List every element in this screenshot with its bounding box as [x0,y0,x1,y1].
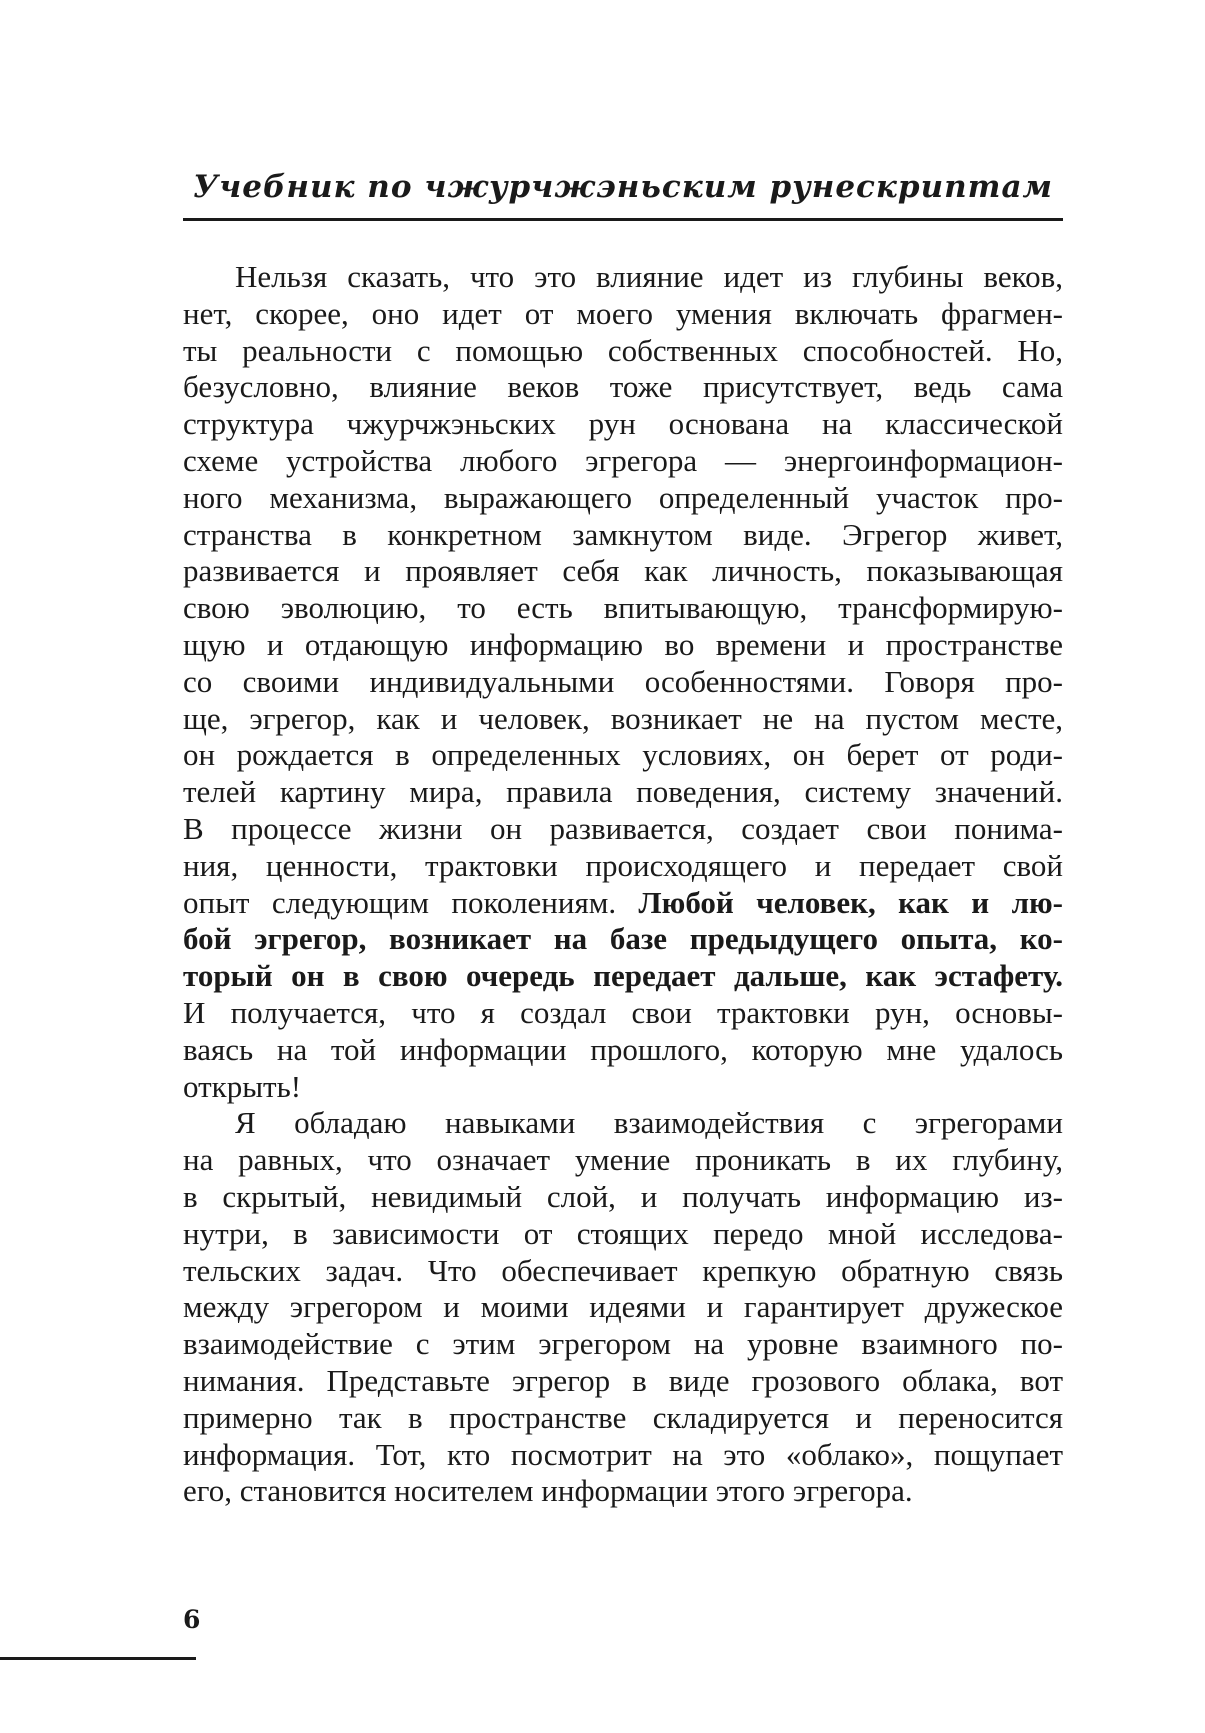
text-line [183,1105,1063,1142]
text-run: его, становится носителем информации этого эгрегора. [183,1473,913,1509]
text-run: ты реальности с помощью собственных способностей. Но, [183,332,1063,368]
text-line [183,737,1063,774]
text-line [183,443,1063,480]
text-line [183,995,1063,1032]
text-line [183,1142,1063,1179]
text-line [183,701,1063,738]
text-line [183,958,1063,995]
text-run: нимания. Представьте эгрегор в виде грозового облака, вот [183,1362,1063,1398]
text-line [183,848,1063,885]
text-line [183,590,1063,627]
text-line [183,1473,1063,1510]
text-run: свою эволюцию, то есть впитывающую, трансформирую- [183,590,1063,626]
text-line [183,811,1063,848]
text-run: со своими индивидуальными особенностями. Говоря про- [183,663,1063,699]
text-line [183,1289,1063,1326]
text-line [183,1179,1063,1216]
text-run: структура чжурчжэньских рун основана на классической [183,406,1063,442]
text-run: развивается и проявляет себя как личность, показывающая [183,553,1063,589]
text-run: странства в конкретном замкнутом виде. Эгрегор живет, [183,516,1063,552]
text-run: В процессе жизни он развивается, создает свои понима- [183,810,1063,846]
header-rule [183,218,1063,221]
text-line [183,1069,1063,1106]
body-text [183,259,1063,1510]
text-run: между эгрегором и моими идеями и гарантирует дружеское [183,1289,1063,1325]
text-run: Я обладаю навыками взаимодействия с эгрегорами [235,1105,1063,1141]
text-run: телей картину мира, правила поведения, систему значений. [183,774,1063,810]
text-line [183,1253,1063,1290]
text-line [183,480,1063,517]
text-line [183,406,1063,443]
text-run: открыть! [183,1068,302,1104]
text-line [183,627,1063,664]
text-line [183,1032,1063,1069]
bold-text-run: торый он в свою очередь передает дальше, как эстафету. [183,958,1063,994]
text-line [183,333,1063,370]
text-run: безусловно, влияние веков тоже присутствует, ведь сама [183,369,1063,405]
text-run: ного механизма, выражающего определенный участок про- [183,479,1063,515]
text-run: И получается, что я создал свои трактовки рун, основы- [183,994,1063,1030]
text-run: в скрытый, невидимый слой, и получать информацию из- [183,1178,1063,1214]
footer-rule [0,1657,196,1660]
bold-text-run: Любой человек, как и лю- [638,884,1063,920]
text-run: тельских задач. Что обеспечивает крепкую обратную связь [183,1252,1063,1288]
text-run: ваясь на той информации прошлого, которую мне удалось [183,1031,1063,1067]
text-line [183,1437,1063,1474]
text-line [183,369,1063,406]
text-run: нутри, в зависимости от стоящих передо мной исследова- [183,1215,1063,1251]
text-line [183,517,1063,554]
text-run: опыт следующим поколениям. [183,884,639,920]
text-line [183,885,1063,922]
text-run: ния, ценности, трактовки происходящего и передает свой [183,847,1063,883]
text-run: Нельзя сказать, что это влияние идет из глубины веков, [235,259,1063,294]
text-run: на равных, что означает умение проникать в их глубину, [183,1142,1063,1178]
text-line [183,259,1063,296]
text-line [183,921,1063,958]
running-header: Учебник по чжурчжэньским рунескриптам [192,169,1054,205]
text-line [183,1363,1063,1400]
text-run: щую и отдающую информацию во времени и пространстве [183,626,1063,662]
text-line [183,1326,1063,1363]
text-line [183,1216,1063,1253]
text-run: схеме устройства любого эгрегора — энергоинформацион- [183,442,1063,478]
text-line [183,1400,1063,1437]
text-line [183,664,1063,701]
text-run: ще, эгрегор, как и человек, возникает не на пустом месте, [183,700,1063,736]
text-line [183,553,1063,590]
text-run: нет, скорее, оно идет от моего умения включать фрагмен- [183,295,1063,331]
text-run: информация. Тот, кто посмотрит на это «облако», пощупает [183,1436,1063,1472]
text-line [183,296,1063,333]
text-run: он рождается в определенных условиях, он берет от роди- [183,737,1063,773]
page-number: 6 [183,1605,201,1634]
text-run: примерно так в пространстве складируется и переносится [183,1399,1063,1435]
text-line [183,774,1063,811]
text-run: взаимодействие с этим эгрегором на уровне взаимного по- [183,1326,1063,1362]
bold-text-run: бой эгрегор, возникает на базе предыдущего опыта, ко- [183,921,1063,957]
